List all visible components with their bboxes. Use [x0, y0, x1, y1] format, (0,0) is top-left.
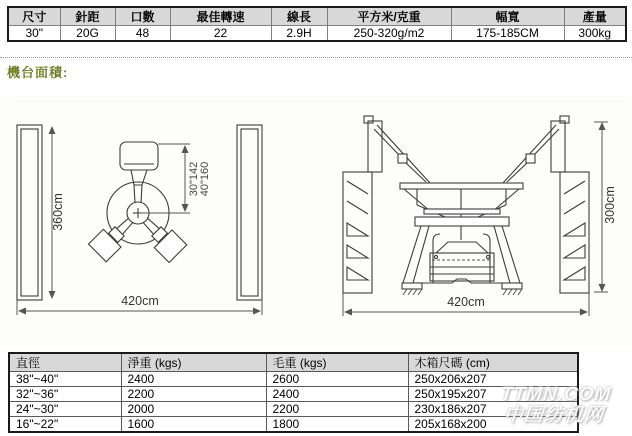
watermark-line1: TTMN.COM — [499, 384, 613, 405]
table-cell: 2200 — [266, 402, 408, 417]
machine-head-box — [120, 142, 158, 170]
table-cell: 32"~36" — [9, 387, 121, 402]
leg-left-outer — [403, 226, 421, 283]
spec-header-row — [8, 7, 626, 26]
arm-lower-left — [89, 211, 140, 262]
table-row — [9, 387, 578, 402]
spec-value-cell: 175-185CM — [451, 26, 564, 42]
dim-label-420-right: 420cm — [447, 295, 485, 309]
spec-value-cell: 22 — [170, 26, 271, 42]
front-view-diagram — [343, 116, 617, 316]
table-row — [9, 402, 578, 417]
spec-header-cell: 平方米/克重 — [327, 7, 451, 26]
roller-pin-right — [486, 255, 489, 258]
dim-label-diameter-1: 30"142 — [188, 161, 200, 197]
left-creel-slats — [347, 181, 368, 280]
inner-arch — [433, 234, 490, 283]
dim-label-300: 300cm — [603, 186, 617, 224]
table-cell: 250x206x207 — [408, 372, 578, 387]
spec-value-cell: 250-320g/m2 — [327, 26, 451, 42]
table-cell: 2600 — [266, 372, 408, 387]
leg-right-outer — [502, 226, 520, 283]
machine-diagram-svg — [0, 95, 632, 347]
table-cell: 16"~22" — [9, 417, 121, 433]
right-tension-box — [526, 154, 535, 163]
dim-label-diameter-2: 40"160 — [199, 161, 211, 197]
spec-header-cell: 幅寬 — [451, 7, 564, 26]
foot-right — [502, 283, 522, 289]
table-row — [9, 417, 578, 433]
dotted-divider — [0, 57, 632, 58]
table-cell: 1800 — [266, 417, 408, 433]
hatch-right — [503, 289, 522, 295]
table-cell: 38"~40" — [9, 372, 121, 387]
top-view-diagram — [17, 125, 262, 315]
watermark-line2: 中国纺机网 — [502, 405, 605, 426]
weight-table — [8, 352, 579, 433]
spec-value-cell: 30" — [8, 26, 60, 42]
table-cell: 250x195x207 — [408, 387, 578, 402]
spec-header-cell: 最佳轉速 — [170, 7, 271, 26]
right-creel-inner — [241, 129, 258, 296]
arm-lower-right — [136, 212, 187, 263]
left-yarn-2 — [406, 163, 426, 182]
foot-left — [402, 283, 422, 289]
table-cell: 24"~30" — [9, 402, 121, 417]
spec-value-cell: 48 — [115, 26, 170, 42]
spec-table — [7, 6, 627, 42]
spec-header-cell: 口數 — [115, 7, 170, 26]
spec-value-row — [8, 26, 626, 42]
spec-value-cell: 300kg — [564, 26, 626, 42]
table-cell: 2400 — [121, 372, 266, 387]
spec-header-cell: 針距 — [60, 7, 115, 26]
left-yarn-1 — [374, 129, 400, 156]
dim-label-420-left: 420cm — [121, 294, 159, 308]
table-cell: 2400 — [266, 387, 408, 402]
spec-value-cell: 2.9H — [271, 26, 327, 42]
spec-header-cell: 產量 — [564, 7, 626, 26]
weight-header-row — [9, 353, 578, 372]
table-cell: 205x168x200 — [408, 417, 578, 433]
arm-up-right-edge — [141, 185, 142, 203]
weight-header-cell: 木箱尺碼 (cm) — [408, 353, 578, 372]
right-creel-slats — [564, 181, 585, 280]
arm-up-left-edge — [134, 185, 135, 203]
right-yarn-1 — [533, 129, 559, 156]
roller-pin-left — [434, 255, 437, 258]
table-cell: 2200 — [121, 387, 266, 402]
main-bar — [415, 217, 509, 226]
dim-label-360: 360cm — [51, 193, 65, 231]
spec-header-cell: 線長 — [271, 7, 327, 26]
hatch-left — [403, 289, 422, 295]
weight-header-cell: 淨重 (kgs) — [121, 353, 266, 372]
spec-value-cell: 20G — [60, 26, 115, 42]
leg-right-inner — [494, 226, 510, 283]
top-plate — [400, 183, 523, 189]
spec-header-cell: 尺寸 — [8, 7, 60, 26]
section-title: 機台面積: — [7, 65, 69, 80]
machine-area-diagram — [0, 95, 632, 347]
table-cell: 230x186x207 — [408, 402, 578, 417]
table-cell: 2000 — [121, 402, 266, 417]
leg-left-inner — [413, 226, 429, 283]
right-yarn-2 — [507, 163, 527, 182]
ring-bar — [424, 209, 500, 214]
left-tension-box — [398, 154, 407, 163]
table-row — [9, 372, 578, 387]
spreader — [436, 242, 488, 253]
weight-header-cell: 毛重 (kgs) — [266, 353, 408, 372]
left-creel-inner — [21, 129, 38, 296]
table-cell: 1600 — [121, 417, 266, 433]
weight-header-cell: 直徑 — [9, 353, 121, 372]
